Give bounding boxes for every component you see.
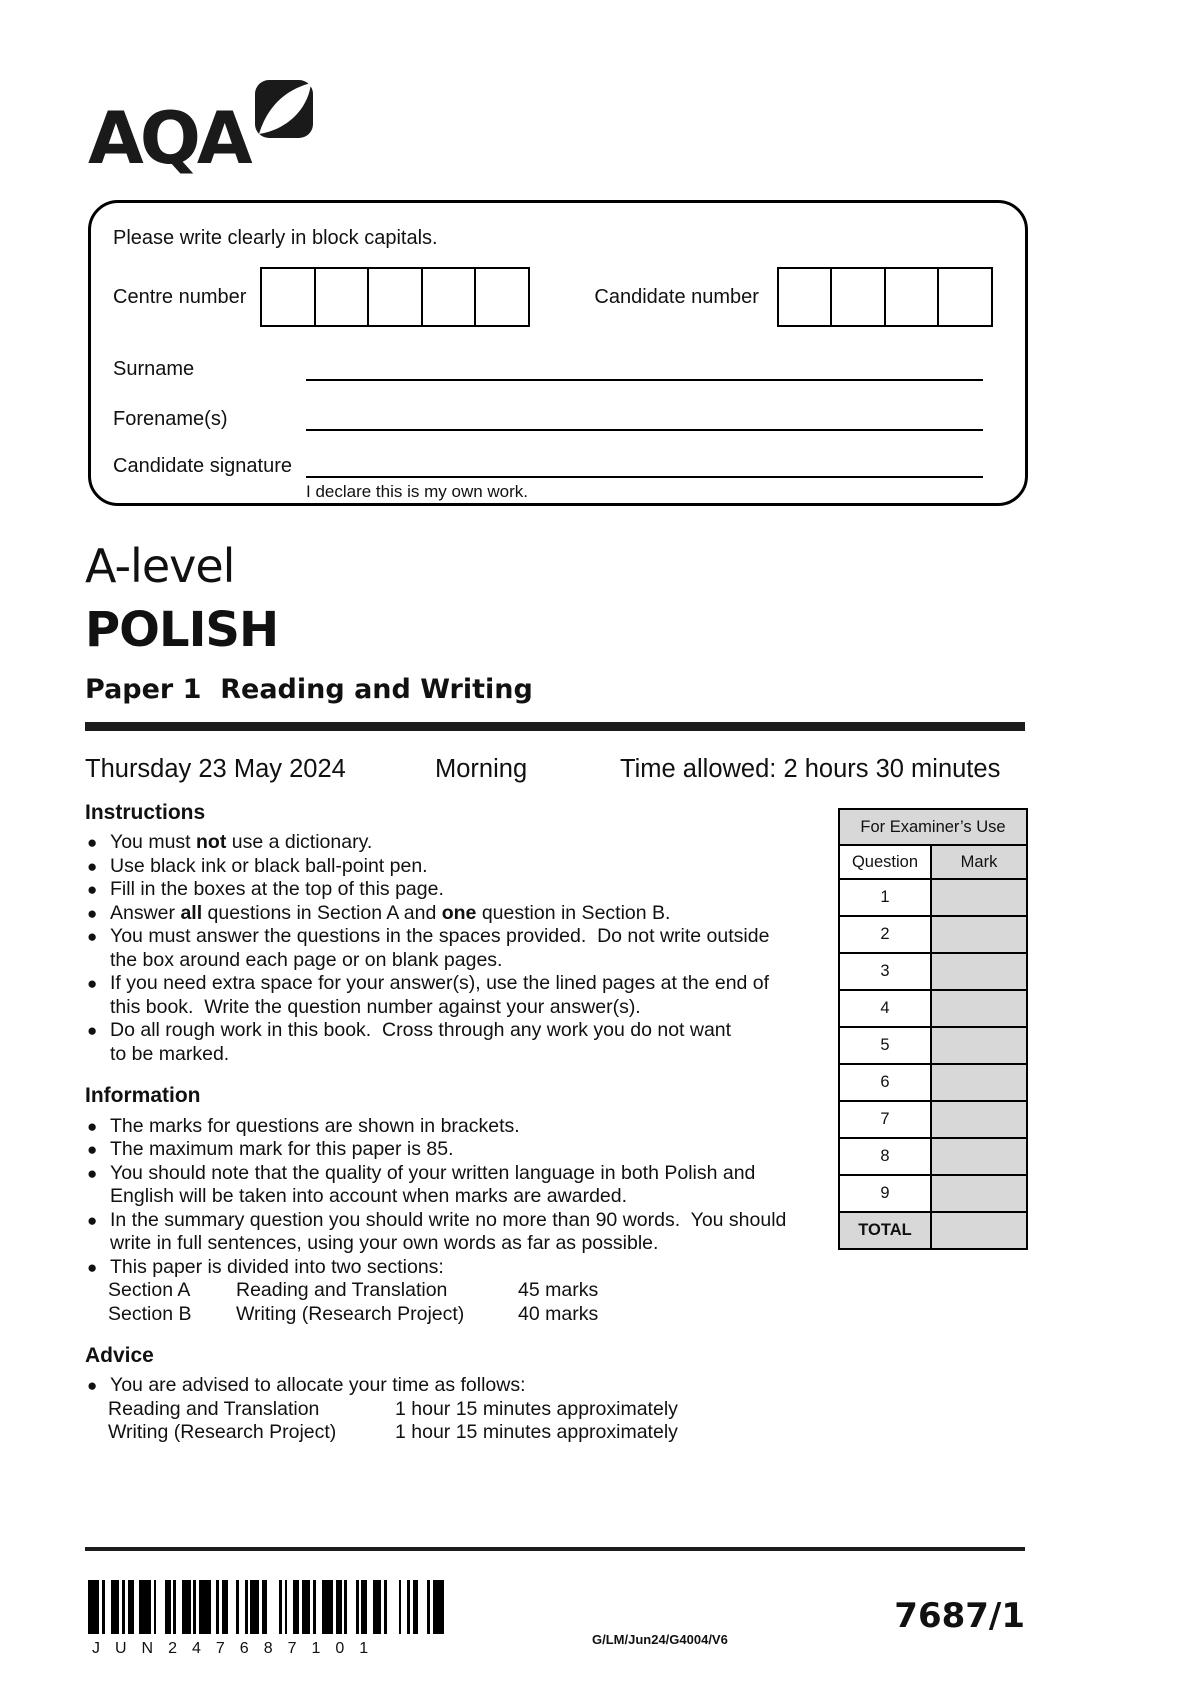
aqa-leaf-icon <box>255 80 313 138</box>
detail-cell: Reading and Translation <box>108 1397 320 1420</box>
bullet-item <box>85 855 833 879</box>
bullet-item <box>85 1374 833 1398</box>
block-capitals-note: Please write clearly in block capitals. <box>113 227 438 249</box>
bullet-text: If you need extra space for your answer(s), use the lined pages at the end of this book. Write the question number against your answer(s). <box>110 972 770 1018</box>
question-number-cell: 8 <box>839 1138 931 1175</box>
barcode <box>88 1580 450 1634</box>
signature-line[interactable] <box>306 438 983 478</box>
signature-row <box>113 440 983 478</box>
detail-cell: Writing (Research Project) <box>236 1302 465 1325</box>
bullet-item <box>85 1162 833 1209</box>
bullet-item <box>85 1209 833 1256</box>
mark-column-header: Mark <box>931 845 1027 879</box>
bullet-item <box>85 831 833 855</box>
bullet-icon: ● <box>87 1210 98 1230</box>
session-time-allowed: Time allowed: 2 hours 30 minutes <box>620 755 1001 783</box>
barcode-bar <box>302 1580 311 1634</box>
forename-line[interactable] <box>306 391 983 431</box>
total-mark-cell[interactable] <box>931 1212 1027 1249</box>
detail-row <box>108 1279 833 1303</box>
barcode-gap <box>156 1580 165 1634</box>
barcode-bar <box>373 1580 382 1634</box>
question-number-cell: 1 <box>839 879 931 916</box>
detail-cell: 40 marks <box>518 1302 599 1325</box>
bullet-item <box>85 1256 833 1280</box>
barcode-bar <box>250 1580 259 1634</box>
section-instructions <box>85 800 833 1066</box>
bullet-item <box>85 1115 833 1139</box>
bullet-icon: ● <box>87 903 98 923</box>
subject-title: POLISH <box>85 602 279 658</box>
candidate-number-cell[interactable] <box>937 267 993 327</box>
candidate-number-label: Candidate number <box>594 285 759 308</box>
question-number-cell: 9 <box>839 1175 931 1212</box>
bullet-icon: ● <box>87 1163 98 1183</box>
question-number-cell: 7 <box>839 1101 931 1138</box>
bullet-text: You must not use a dictionary. <box>110 831 373 854</box>
mark-cell[interactable] <box>931 1101 1027 1138</box>
aqa-logo-text: AQA <box>88 96 249 180</box>
section-advice <box>85 1343 833 1445</box>
barcode-gap <box>444 1580 450 1634</box>
session-date: Thursday 23 May 2024 <box>85 755 346 783</box>
barcode-bar <box>322 1580 333 1634</box>
candidate-number-cells <box>777 267 994 327</box>
question-number-cell: 6 <box>839 1064 931 1101</box>
total-label-cell: TOTAL <box>839 1212 931 1249</box>
barcode-bar <box>199 1580 210 1634</box>
barcode-bar <box>111 1580 120 1634</box>
session-time-of-day: Morning <box>435 755 528 783</box>
barcode-gap <box>418 1580 427 1634</box>
detail-cell: 1 hour 15 minutes approximately <box>395 1397 678 1420</box>
bullet-icon: ● <box>87 856 98 876</box>
mark-cell[interactable] <box>931 990 1027 1027</box>
mark-cell[interactable] <box>931 1027 1027 1064</box>
bullet-icon: ● <box>87 1116 98 1136</box>
candidate-details-box <box>88 200 1028 506</box>
detail-row <box>108 1398 833 1422</box>
bullet-icon: ● <box>87 1021 98 1041</box>
mark-cell[interactable] <box>931 1175 1027 1212</box>
question-number-cell: 3 <box>839 953 931 990</box>
bullet-item <box>85 878 833 902</box>
bullet-item <box>85 1019 833 1066</box>
bullet-text: You must answer the questions in the spaces provided. Do not write outside the box around each page or on blank pages. <box>110 925 770 971</box>
bullet-text: Fill in the boxes at the top of this page. <box>110 878 444 901</box>
section-information <box>85 1083 833 1326</box>
bullet-item <box>85 972 833 1019</box>
bullet-text: This paper is divided into two sections: <box>110 1255 444 1278</box>
divider-thick <box>85 722 1025 731</box>
mark-cell[interactable] <box>931 1064 1027 1101</box>
bullet-icon: ● <box>87 974 98 994</box>
question-number-cell: 4 <box>839 990 931 1027</box>
question-column-header: Question <box>839 845 931 879</box>
mark-cell[interactable] <box>931 879 1027 916</box>
qualification-title: A-level <box>85 539 235 593</box>
signature-label: Candidate signature <box>113 455 293 477</box>
detail-row <box>108 1303 833 1327</box>
centre-number-cell[interactable] <box>367 267 423 327</box>
doc-code: G/LM/Jun24/G4004/V6 <box>592 1632 728 1647</box>
paper-code: 7687/1 <box>894 1596 1025 1636</box>
question-number-cell: 2 <box>839 916 931 953</box>
bullet-icon: ● <box>87 1376 98 1396</box>
forename-label: Forename(s) <box>113 408 228 430</box>
detail-cell: 45 marks <box>518 1279 599 1301</box>
barcode-bar <box>433 1580 444 1634</box>
bullet-item <box>85 1138 833 1162</box>
barcode-bar <box>182 1580 191 1634</box>
bullet-icon: ● <box>87 833 98 853</box>
bullet-text: The marks for questions are shown in brackets. <box>110 1114 520 1137</box>
bullet-text: Do all rough work in this book. Cross through any work you do not want to be marked. <box>110 1019 732 1065</box>
detail-cell: Section A <box>108 1279 191 1301</box>
divider-thin <box>85 1547 1025 1551</box>
declaration-note: I declare this is my own work. <box>306 482 529 501</box>
centre-number-label: Centre number <box>113 285 247 308</box>
centre-number-cell[interactable] <box>474 267 530 327</box>
centre-number-cell[interactable] <box>421 267 477 327</box>
session-row <box>85 755 1025 787</box>
mark-cell[interactable] <box>931 953 1027 990</box>
bullet-icon: ● <box>87 927 98 947</box>
question-number-cell: 5 <box>839 1027 931 1064</box>
main-column <box>85 800 833 1462</box>
barcode-bar <box>88 1580 99 1634</box>
detail-cell: Section B <box>108 1302 192 1325</box>
barcode-bar <box>139 1580 150 1634</box>
bullet-item <box>85 925 833 972</box>
paper-title: Paper 1 Reading and Writing <box>85 674 533 705</box>
examiner-table-title: For Examiner’s Use <box>839 809 1027 845</box>
bullet-text: In the summary question you should write no more than 90 words. You should write in full sentences, using your own words as far as possible. <box>110 1208 787 1254</box>
bullet-text: The maximum mark for this paper is 85. <box>110 1138 454 1160</box>
section-heading: Instructions <box>85 801 206 824</box>
aqa-logo <box>88 80 313 180</box>
centre-number-cells <box>260 267 530 327</box>
detail-row <box>108 1421 833 1445</box>
section-heading: Advice <box>85 1344 154 1367</box>
barcode-gap <box>347 1580 356 1634</box>
detail-cell: 1 hour 15 minutes approximately <box>395 1421 678 1444</box>
surname-row <box>113 343 983 381</box>
surname-line[interactable] <box>306 341 983 381</box>
barcode-gap <box>267 1580 278 1634</box>
bullet-text: Use black ink or black ball-point pen. <box>110 854 428 877</box>
bullet-text: Answer all questions in Section A and one question in Section B. <box>110 901 671 924</box>
surname-label: Surname <box>113 358 195 380</box>
detail-cell: Writing (Research Project) <box>108 1421 337 1444</box>
examiner-table <box>838 808 1028 1250</box>
bullet-text: You are advised to allocate your time as follows: <box>110 1374 526 1397</box>
barcode-gap <box>228 1580 237 1634</box>
bullet-icon: ● <box>87 1140 98 1159</box>
barcode-text: JUN247687101 <box>92 1640 384 1657</box>
section-heading: Information <box>85 1084 201 1108</box>
centre-number-cell[interactable] <box>260 267 316 327</box>
bullet-icon: ● <box>87 880 98 900</box>
candidate-number-cell[interactable] <box>830 267 886 327</box>
bullet-item <box>85 902 833 926</box>
number-boxes-row <box>113 268 993 326</box>
centre-number-cell[interactable] <box>314 267 370 327</box>
barcode-gap <box>387 1580 398 1634</box>
detail-cell: Reading and Translation <box>236 1279 448 1301</box>
mark-cell[interactable] <box>931 1138 1027 1175</box>
bullet-icon: ● <box>87 1257 98 1277</box>
candidate-number-cell[interactable] <box>777 267 833 327</box>
bullet-text: You should note that the quality of your written language in both Polish and English will be taken into account when marks are awarded. <box>110 1161 756 1207</box>
candidate-number-cell[interactable] <box>884 267 940 327</box>
mark-cell[interactable] <box>931 916 1027 953</box>
forename-row <box>113 393 983 431</box>
